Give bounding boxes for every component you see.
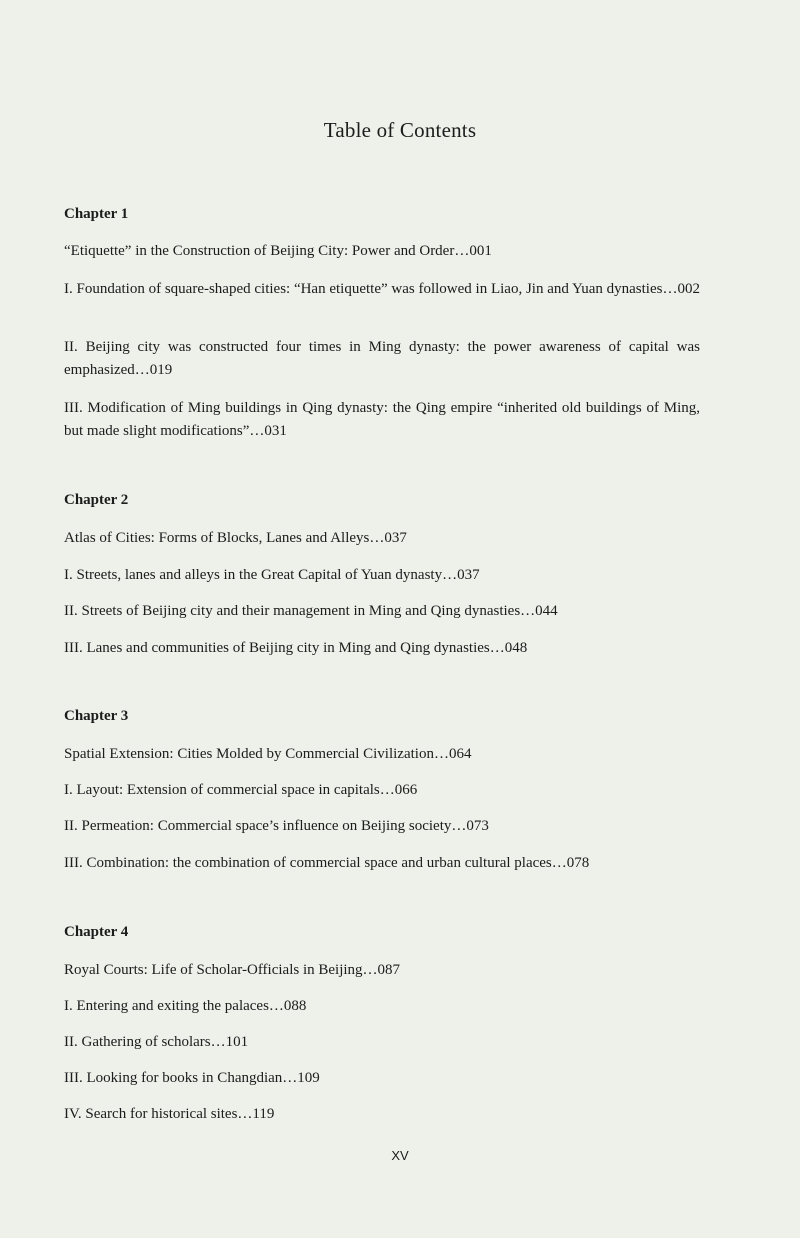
toc-entry: “Etiquette” in the Construction of Beijing City: Power and Order…001 [64,243,492,259]
toc-entry: II. Gathering of scholars…101 [64,1034,249,1050]
toc-entry: III. Combination: the combination of commercial space and urban cultural places…078 [64,855,590,871]
chapter-heading: Chapter 2 [64,492,129,508]
toc-entry: I. Layout: Extension of commercial space in capitals…066 [64,782,418,798]
toc-entry: II. Beijing city was constructed four times in Ming dynasty: the power awareness of capital was emphasized…019 [64,339,700,378]
toc-entry: I. Foundation of square-shaped cities: “Han etiquette” was followed in Liao, Jin and Yuan dynasties…002 [64,281,700,297]
toc-entry: III. Modification of Ming buildings in Qing dynasty: the Qing empire “inherited old buildings of Ming, but made slight modifications”…031 [64,400,700,439]
toc-entry: I. Streets, lanes and alleys in the Great Capital of Yuan dynasty…037 [64,567,480,583]
chapter-heading: Chapter 1 [64,206,129,222]
toc-entry: III. Looking for books in Changdian…109 [64,1070,320,1086]
toc-entry: IV. Search for historical sites…119 [64,1106,275,1122]
chapter-heading: Chapter 3 [64,708,129,724]
page-number: XV [391,1148,409,1163]
toc-entry: II. Permeation: Commercial space’s influence on Beijing society…073 [64,818,489,834]
toc-entry: II. Streets of Beijing city and their management in Ming and Qing dynasties…044 [64,603,558,619]
toc-entry: I. Entering and exiting the palaces…088 [64,998,307,1014]
chapter-heading: Chapter 4 [64,924,129,940]
toc-entry: Spatial Extension: Cities Molded by Commercial Civilization…064 [64,746,472,762]
toc-entry: III. Lanes and communities of Beijing city in Ming and Qing dynasties…048 [64,640,528,656]
page-title: Table of Contents [323,118,477,142]
toc-entry: Royal Courts: Life of Scholar-Officials in Beijing…087 [64,962,401,978]
toc-entry: Atlas of Cities: Forms of Blocks, Lanes and Alleys…037 [64,530,407,546]
